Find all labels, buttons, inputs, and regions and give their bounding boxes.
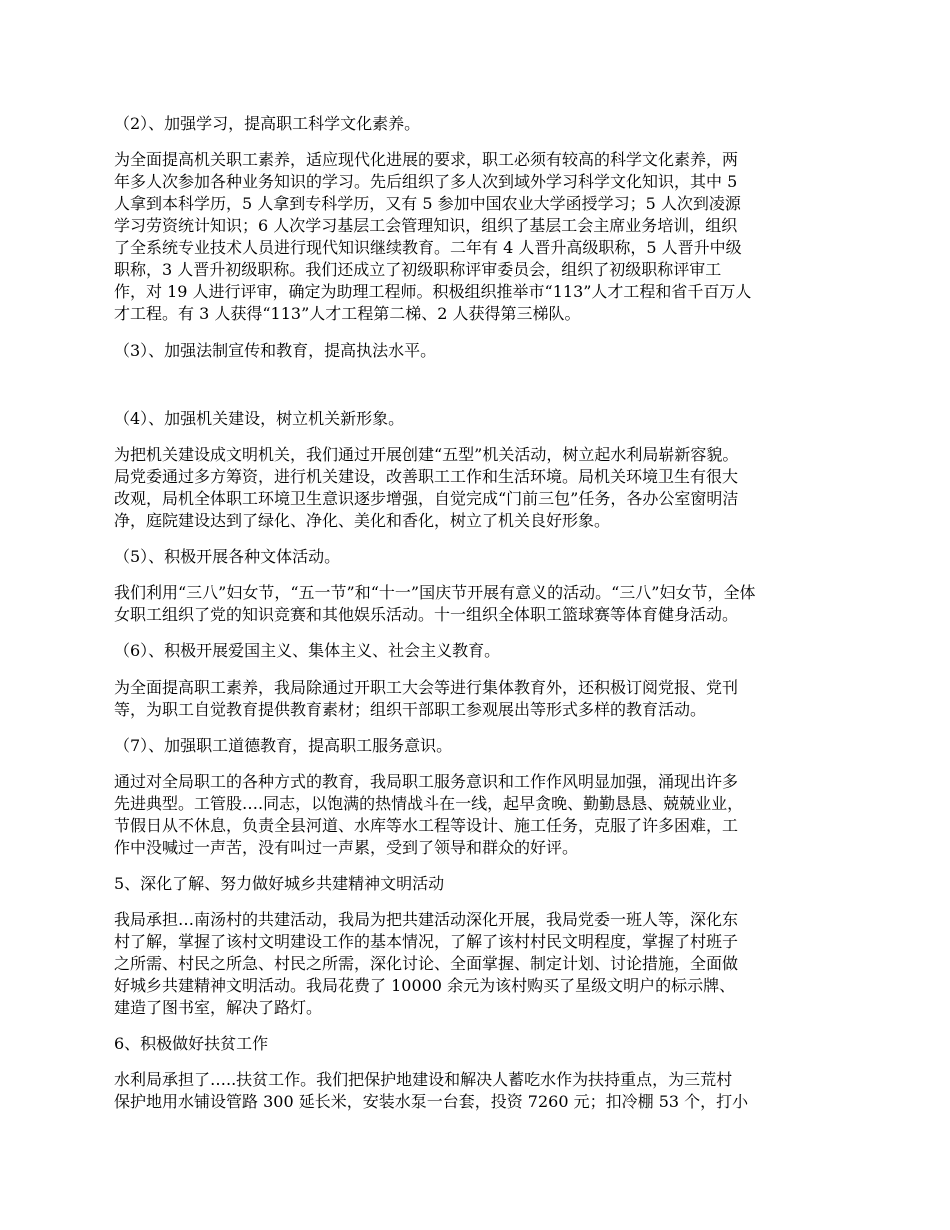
section-heading-3: （3）、加强法制宣传和教育，提高执法水平。 [114,341,437,360]
paragraph-line: 职称，3 人晋升初级职称。我们还成立了初级职称评审委员会，组织了初级职称评审工 [114,260,722,279]
section-heading-7: （7）、加强职工道德教育，提高职工服务意识。 [114,736,453,755]
paragraph-line: 等，为职工自觉教育提供教育素材；组织干部职工参观展出等形式多样的教育活动。 [114,700,707,719]
paragraph-line: 女职工组织了党的知识竞赛和其他娱乐活动。十一组织全体职工篮球赛等体育健身活动。 [114,605,739,624]
paragraph-line: 年多人次参加各种业务知识的学习。先后组织了多人次到域外学习科学文化知识，其中 5 [114,172,738,191]
paragraph-line: 我们利用“三八”妇女节，“五一节”和“十一”国庆节开展有意义的活动。“三八”妇女节，全体 [114,583,756,602]
section-heading-2: （2）、加强学习，提高职工科学文化素养。 [114,114,421,133]
section-heading-6-poverty: 6、积极做好扶贫工作 [114,1034,269,1053]
paragraph-line: 为全面提高职工素养，我局除通过开职工大会等进行集体教育外，还积极订阅党报、党刊 [114,678,739,697]
paragraph-line: 了全系统专业技术人员进行现代知识继续教育。二年有 4 人晋升高级职称，5 人晋升中级 [114,238,742,257]
section-heading-5: （5）、积极开展各种文体活动。 [114,547,341,566]
paragraph-line: 节假日从不休息，负责全县河道、水库等水工程等设计、施工任务，克服了许多困难，工 [114,816,739,835]
paragraph-line: 作中没喊过一声苦，没有叫过一声累，受到了领导和群众的好评。 [114,838,579,857]
paragraph-line: 为把机关建设成文明机关，我们通过开展创建“五型”机关活动，树立起水利局崭新容貌。 [114,445,739,464]
paragraph-line: 村了解，掌握了该村文明建设工作的基本情况，了解了该村村民文明程度，掌握了村班子 [114,932,739,951]
paragraph-line: 之所需、村民之所急、村民之所需，深化讨论、全面掌握、制定计划、讨论措施，全面做 [114,954,739,973]
section-heading-6: （6）、积极开展爱国主义、集体主义、社会主义教育。 [114,641,501,660]
section-heading-5-rural: 5、深化了解、努力做好城乡共建精神文明活动 [114,874,445,893]
paragraph-line: 人拿到本科学历，5 人拿到专科学历，又有 5 参加中国农业大学函授学习；5 人次到凌源 [114,194,741,213]
paragraph-line: 改观，局机全体职工环境卫生意识逐步增强，自觉完成“门前三包”任务，各办公室窗明洁 [114,489,739,508]
paragraph-line: 才工程。有 3 人获得“113”人才工程第二梯、2 人获得第三梯队。 [114,304,581,323]
paragraph-line: 净，庭院建设达到了绿化、净化、美化和香化，树立了机关良好形象。 [114,511,611,530]
paragraph-line: 保护地用水铺设管路 300 延长米，安装水泵一台套，投资 7260 元；扣冷棚 53 个，打小 [114,1092,749,1111]
paragraph-line: 建造了图书室，解决了路灯。 [114,998,323,1017]
paragraph-line: 水利局承担了…..扶贫工作。我们把保护地建设和解决人蓄吃水作为扶持重点，为三荒村 [114,1070,733,1089]
paragraph-line: 先进典型。工管股….同志，以饱满的热情战斗在一线，起早贪晚、勤勤恳恳、兢兢业业， [114,794,744,813]
section-heading-4: （4）、加强机关建设，树立机关新形象。 [114,409,405,428]
paragraph-line: 好城乡共建精神文明活动。我局花费了 10000 余元为该村购买了星级文明户的标示牌、 [114,976,736,995]
paragraph-line: 作，对 19 人进行评审，确定为助理工程师。积极组织推举市“113”人才工程和省千百万人 [114,282,752,301]
paragraph-line: 通过对全局职工的各种方式的教育，我局职工服务意识和工作作风明显加强，涌现出许多 [114,772,739,791]
paragraph-line: 局党委通过多方筹资，进行机关建设，改善职工工作和生活环境。局机关环境卫生有很大 [114,467,739,486]
paragraph-line: 我局承担…南汤村的共建活动，我局为把共建活动深化开展，我局党委一班人等，深化东 [114,910,739,929]
paragraph-line: 为全面提高机关职工素养，适应现代化进展的要求，职工必须有较高的科学文化素养，两 [114,150,739,169]
paragraph-line: 学习劳资统计知识；6 人次学习基层工会管理知识，组织了基层工会主席业务培训，组织 [114,216,738,235]
